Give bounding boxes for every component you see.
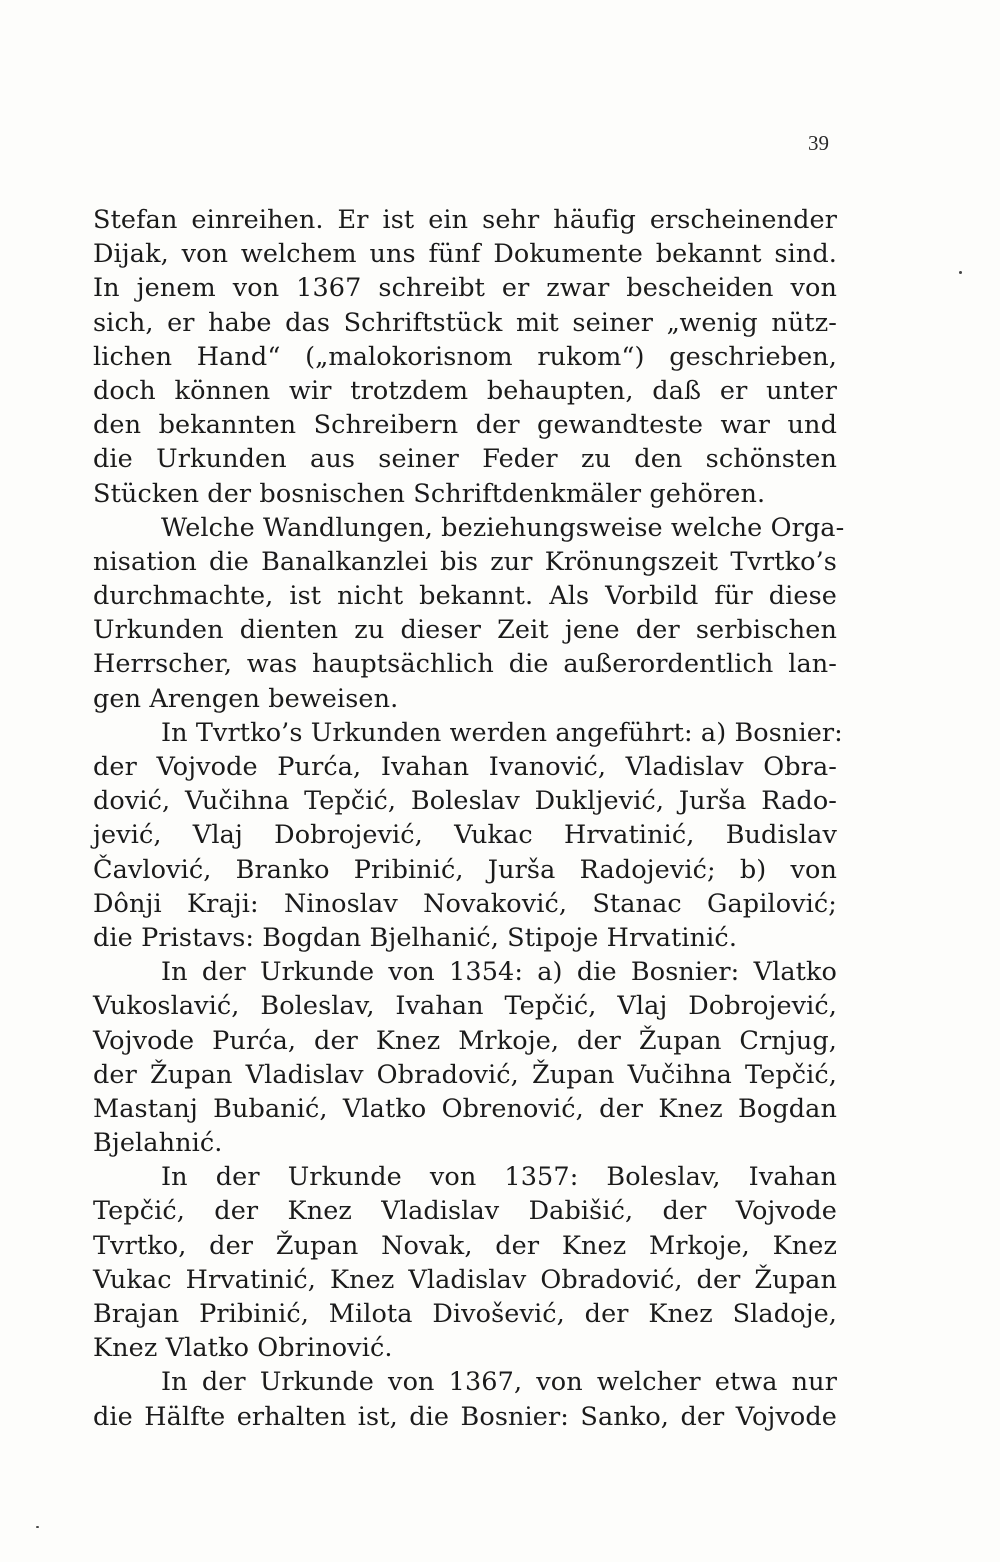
text-line: den bekannten Schreibern der gewandteste war und — [93, 410, 837, 441]
body-text — [93, 203, 845, 1434]
text-line: Tvrtko, der Župan Novak, der Knez Mrkoje, Knez — [93, 1230, 837, 1261]
text-line: In der Urkunde von 1354: a) die Bosnier: Vlatko — [161, 957, 837, 988]
text-line: In der Urkunde von 1357: Boleslav, Ivahan — [161, 1162, 837, 1193]
text-line: Knez Vlatko Obrinović. — [93, 1333, 393, 1364]
text-line: Urkunden dienten zu dieser Zeit jene der serbischen — [93, 615, 837, 646]
print-speck — [959, 271, 962, 274]
text-line: die Pristavs: Bogdan Bjelhanić, Stipoje Hrvatinić. — [93, 922, 738, 953]
text-line: der Vojvode Purća, Ivahan Ivanović, Vladislav Obra- — [93, 752, 837, 782]
text-line: Vojvode Purća, der Knez Mrkoje, der Župan Crnjug, — [93, 1025, 837, 1056]
text-line: Tepčić, der Knez Vladislav Dabišić, der Vojvode — [93, 1196, 837, 1227]
text-line: In Tvrtko’s Urkunden werden angeführt: a) Bosnier: — [161, 717, 843, 748]
text-line: jević, Vlaj Dobrojević, Vukac Hrvatinić, Budislav — [93, 820, 837, 851]
text-line: Dijak, von welchem uns fünf Dokumente bekannt sind. — [93, 239, 837, 270]
text-line: Vukac Hrvatinić, Knez Vladislav Obradović, der Župan — [93, 1264, 837, 1295]
text-line: dović, Vučihna Tepčić, Boleslav Dukljević, Jurša Rado- — [93, 786, 837, 817]
text-line: die Urkunden aus seiner Feder zu den schönsten — [93, 444, 837, 475]
text-line: Vukoslavić, Boleslav, Ivahan Tepčić, Vlaj Dobrojević, — [93, 991, 837, 1022]
text-line: Bjelahnić. — [93, 1128, 223, 1159]
text-line: Stefan einreihen. Er ist ein sehr häufig erscheinender — [93, 205, 837, 235]
text-line: durchmachte, ist nicht bekannt. Als Vorbild für diese — [93, 581, 837, 612]
text-line: der Župan Vladislav Obradović, Župan Vučihna Tepčić, — [93, 1059, 837, 1090]
text-line: In der Urkunde von 1367, von welcher etwa nur — [161, 1367, 837, 1398]
text-line: Čavlović, Branko Pribinić, Jurša Radojević; b) von — [93, 854, 837, 885]
text-line: Welche Wandlungen, beziehungsweise welche Orga- — [161, 512, 845, 543]
text-line: lichen Hand“ („malokorisnom rukom“) geschrieben, — [93, 341, 837, 372]
text-line: nisation die Banalkanzlei bis zur Krönungszeit Tvrtko’s — [93, 546, 837, 577]
text-line: gen Arengen beweisen. — [93, 683, 399, 714]
text-line: Herrscher, was hauptsächlich die außerordentlich lan- — [93, 649, 837, 680]
text-line: In jenem von 1367 schreibt er zwar bescheiden von — [93, 273, 837, 304]
text-line: doch können wir trotzdem behaupten, daß er unter — [93, 375, 837, 406]
text-line: Dônji Kraji: Ninoslav Novaković, Stanac Gapilović; — [93, 888, 837, 919]
text-line: Brajan Pribinić, Milota Divošević, der Knez Sladoje, — [93, 1299, 837, 1329]
text-line: sich, er habe das Schriftstück mit seiner „wenig nütz- — [93, 307, 837, 338]
text-line: Mastanj Bubanić, Vlatko Obrenović, der Knez Bogdan — [93, 1093, 837, 1124]
page-number: 39 — [808, 131, 829, 155]
print-speck — [36, 1526, 39, 1528]
text-line: Stücken der bosnischen Schriftdenkmäler gehören. — [93, 478, 766, 509]
text-line: die Hälfte erhalten ist, die Bosnier: Sanko, der Vojvode — [93, 1401, 837, 1432]
